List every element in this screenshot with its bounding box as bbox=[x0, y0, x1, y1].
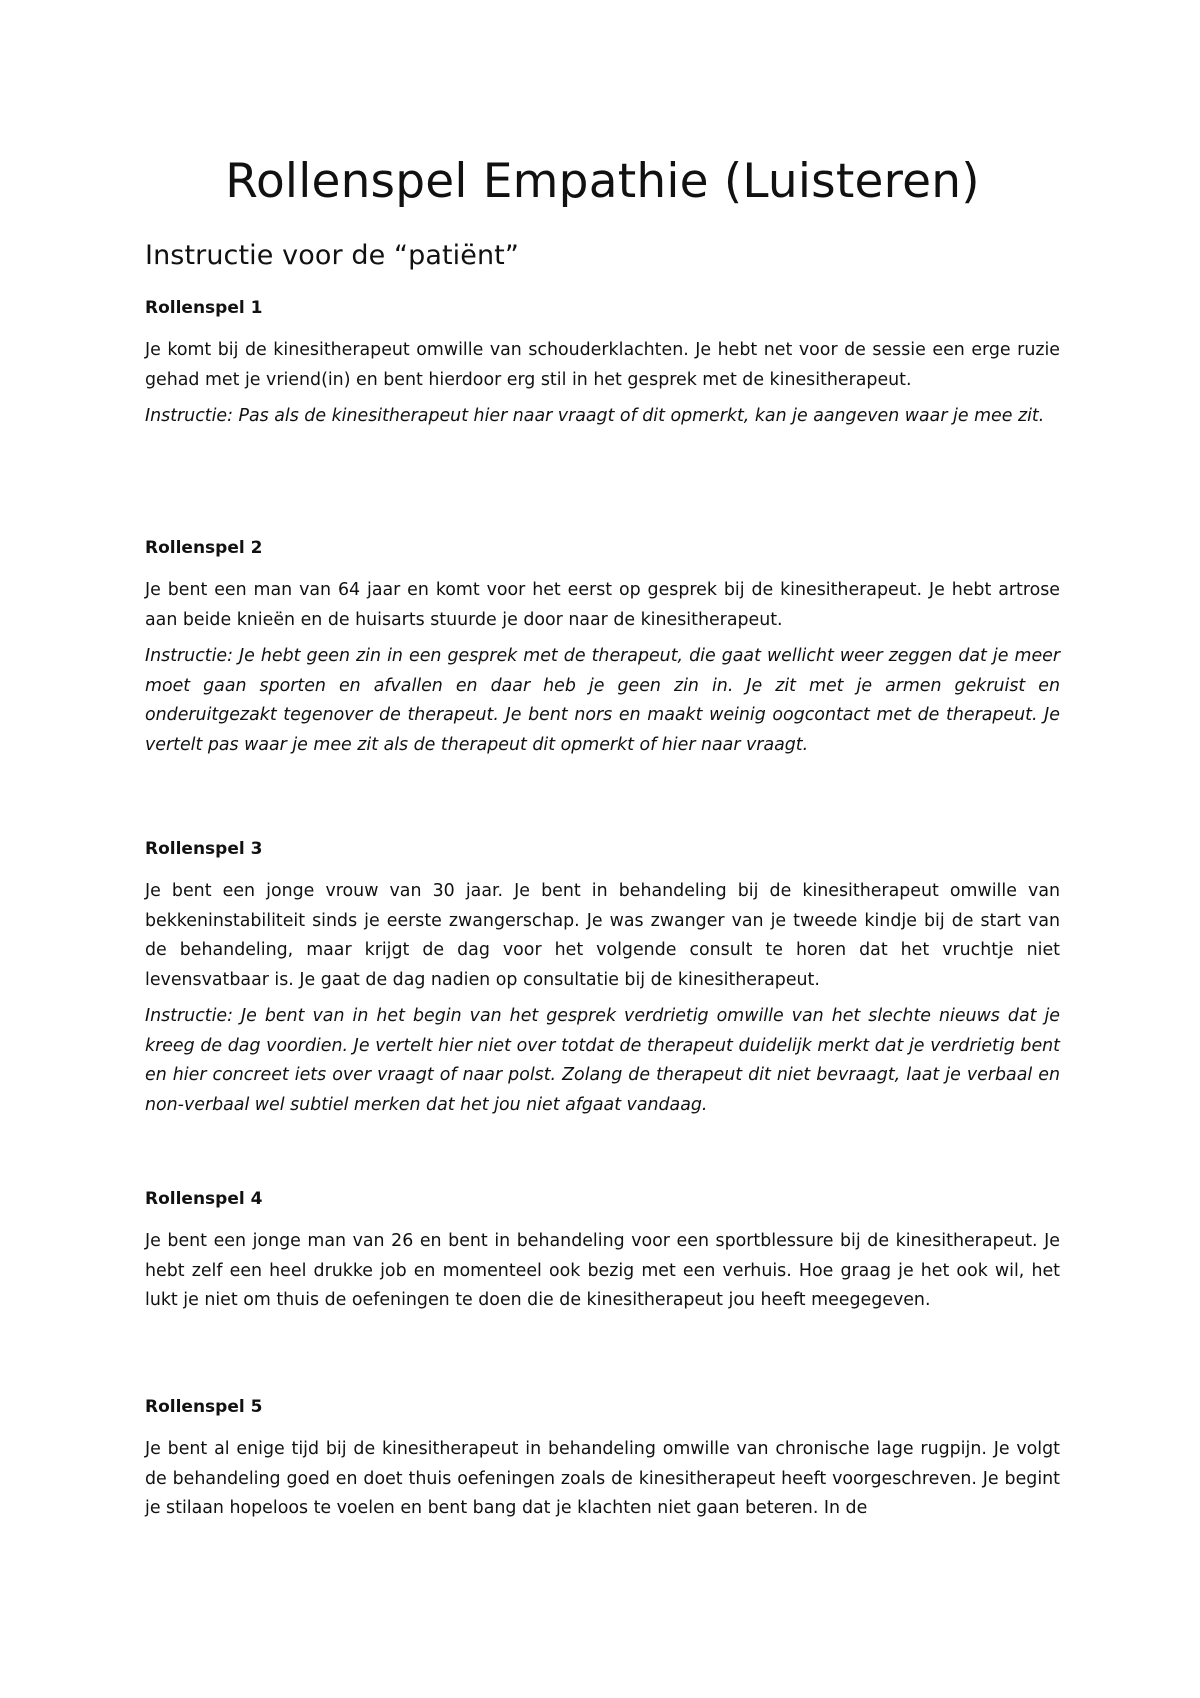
roleplay-section-2 bbox=[145, 535, 1060, 767]
section-heading: Rollenspel 5 bbox=[145, 1397, 263, 1417]
section-text: Je bent een jonge vrouw van 30 jaar. Je bent in behandeling bij de kinesitherapeut omwille van bekkeninstabiliteit sinds je eerste zwangerschap. Je was zwanger van je tweede kindje bij de start van de behandeling, maar krijgt de dag voor het volgende consult te horen dat het vruchtje niet levensvatbaar is. Je gaat de dag nadien op consultatie bij de kinesitherapeut. bbox=[145, 881, 1060, 990]
section-heading: Rollenspel 4 bbox=[145, 1189, 263, 1209]
section-instruction: Instructie: Pas als de kinesitherapeut hier naar vraagt of dit opmerkt, kan je aangeven waar je mee zit. bbox=[145, 406, 1045, 426]
section-heading: Rollenspel 2 bbox=[145, 538, 263, 558]
section-heading: Rollenspel 3 bbox=[145, 839, 263, 859]
roleplay-section-5 bbox=[145, 1394, 1060, 1531]
page-subtitle: Instructie voor de “patiënt” bbox=[145, 240, 519, 271]
section-text: Je komt bij de kinesitherapeut omwille van schouderklachten. Je hebt net voor de sessie een erge ruzie gehad met je vriend(in) en bent hierdoor erg stil in het gesprek met de kinesitherapeut. bbox=[145, 340, 1060, 390]
section-heading: Rollenspel 1 bbox=[145, 298, 263, 318]
section-text: Je bent al enige tijd bij de kinesitherapeut in behandeling omwille van chronische lage rugpijn. Je volgt de behandeling goed en doet thuis oefeningen zoals de kinesitherapeut heeft voorgeschreven. Je begint je stilaan hopeloos te voelen en bent bang dat je klachten niet gaan beteren. In de bbox=[145, 1439, 1060, 1518]
section-text: Je bent een man van 64 jaar en komt voor het eerst op gesprek bij de kinesitherapeut. Je hebt artrose aan beide knieën en de huisarts stuurde je door naar de kinesitherapeut. bbox=[145, 580, 1060, 630]
roleplay-section-4 bbox=[145, 1186, 1060, 1323]
section-instruction: Instructie: Je bent van in het begin van het gesprek verdrietig omwille van het slechte nieuws dat je kreeg de dag voordien. Je vertelt hier niet over totdat de therapeut duidelijk merkt dat je verdrietig bent en hier concreet iets over vraagt of naar polst. Zolang de therapeut dit niet bevraagt, laat je verbaal en non-verbaal wel subtiel merken dat het jou niet afgaat vandaag. bbox=[145, 1006, 1060, 1115]
roleplay-section-1 bbox=[145, 295, 1060, 439]
section-text: Je bent een jonge man van 26 en bent in behandeling voor een sportblessure bij de kinesitherapeut. Je hebt zelf een heel drukke job en momenteel ook bezig met een verhuis. Hoe graag je het ook wil, het lukt je niet om thuis de oefeningen te doen die de kinesitherapeut jou heeft meegegeven. bbox=[145, 1231, 1060, 1310]
section-instruction: Instructie: Je hebt geen zin in een gesprek met de therapeut, die gaat wellicht weer zeggen dat je meer moet gaan sporten en afvallen en daar heb je geen zin in. Je zit met je armen gekruist en onderuitgezakt tegenover de therapeut. Je bent nors en maakt weinig oogcontact met de therapeut. Je vertelt pas waar je mee zit als de therapeut dit opmerkt of hier naar vraagt. bbox=[145, 646, 1060, 755]
roleplay-section-3 bbox=[145, 836, 1060, 1127]
document-page bbox=[145, 0, 1060, 1698]
page-title: Rollenspel Empathie (Luisteren) bbox=[225, 154, 980, 209]
